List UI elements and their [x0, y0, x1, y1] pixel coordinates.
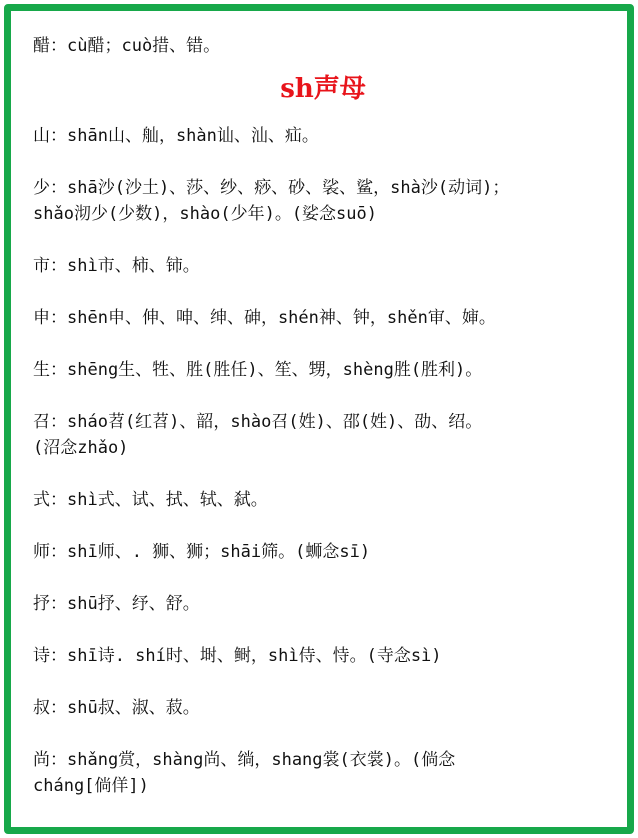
entry-shao: [33, 175, 613, 227]
entry-shi-market: [33, 253, 613, 279]
entry-line: 师：shī师、. 狮、狮；shāi筛。(蛳念sī): [33, 542, 371, 562]
entry-line: (沼念zhǎo): [33, 438, 129, 458]
entry-shu-uncle: [33, 695, 613, 721]
entry-line: 诗：shī诗. shí时、埘、鲥，shì侍、恃。(寺念sì): [33, 646, 442, 666]
entry-shang: [33, 747, 613, 799]
entry-line: 少：shā沙(沙土)、莎、纱、痧、砂、裟、鲨，shà沙(动词)；: [33, 178, 510, 198]
entry-line: 申：shēn申、伸、呻、绅、砷，shén神、钟，shěn审、婶。: [33, 308, 496, 328]
entry-shan: [33, 123, 613, 149]
entry-zhao: [33, 409, 613, 461]
entry-line: 市：shì市、柿、铈。: [33, 256, 200, 276]
green-border-frame: [4, 4, 634, 834]
entry-line: cháng[倘佯]): [33, 776, 149, 796]
entry-shi-style: [33, 487, 613, 513]
entry-line: 召：sháo苕(红苕)、韶，shào召(姓)、邵(姓)、劭、绍。: [33, 412, 483, 432]
entry-line: 抒：shū抒、纾、舒。: [33, 594, 200, 614]
intro-line: 醋：cù醋；cuò措、错。: [33, 36, 221, 56]
entry-line: shǎo沏少(少数)，shào(少年)。(娑念suō): [33, 204, 377, 224]
entry-shu-express: [33, 591, 613, 617]
entry-line: 尚：shǎng赏，shàng尚、绱，shang裳(衣裳)。(倘念: [33, 750, 456, 770]
entry-shi-teacher: [33, 539, 613, 565]
entry-line: 式：shì式、试、拭、轼、弑。: [33, 490, 268, 510]
entry-line: 叔：shū叔、淑、菽。: [33, 698, 200, 718]
entry-shi-poem: [33, 643, 613, 669]
entry-shen: [33, 305, 613, 331]
section-heading: sh声母: [280, 74, 366, 104]
entry-line: 山：shān山、舢，shàn讪、汕、疝。: [33, 126, 319, 146]
entry-line: 生：shēng生、牲、胜(胜任)、笙、甥，shèng胜(胜利)。: [33, 360, 483, 380]
document-body: [33, 33, 613, 799]
entry-sheng: [33, 357, 613, 383]
